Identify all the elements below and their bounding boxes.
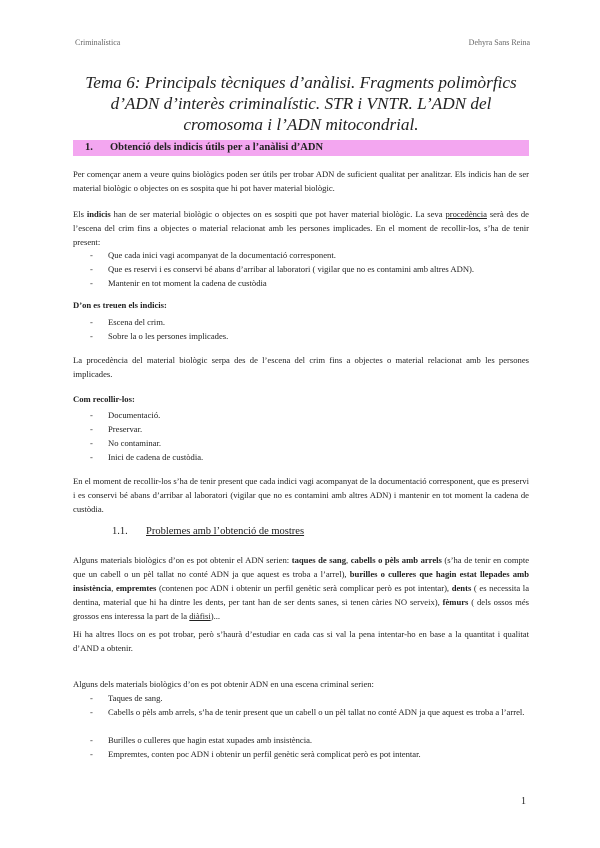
para2-prefix: Els (73, 209, 87, 219)
document-page: Criminalística Dehyra Sans Reina Tema 6: Principals tècniques d’anàlisi. Fragments polimòrfics d’ADN d’interès criminalístic. STR i VNTR. L’ADN del cromosoma i l’ADN mitocondrial. 1. Obtenció dels indicis útils per a l’anàlisi d’ADN Per començar anem a veure quins biològics poden ser útils per trobar ADN de suficient qualitat per analitzar. Els indicis han de ser material biològic o objectes on es sospita que hi pot haver material biològic. Els indicis han de ser material biològic o objectes on es sospiti que pot haver material biològic. La seva procedència serà des de l’escena del crim fins a objectes o material relacionat amb les persones implicades. En el moment de recollir-los, s’ha de tenir present: - Que cada inici vagi acompanyat de la documentació corresponent. - Que es reservi i es conservi bé abans d’arribar al laboratori ( vigilar que no es contamini amb altres ADN). - Mantenir en tot moment la cadena de custòdia D’on es treuen els indicis: - Escena del crim. - Sobre la o les persones implicades. La procedència del material biològic serpa des de l’escena del crim fins a objectes o material relacionat amb les persones implicades. Com recollir-los: - Documentació. - Preservar. - No contaminar. - Inici de cadena de custòdia. En el moment de recollir-los s’ha de tenir present que cada indici vagi acompanyat de la documentació corresponent, que es preservi i es conservi bé abans d’arribar al laboratori (vigilar que no es contamini amb altres ADN) i mantenir en tot moment la cadena de custòdia. 1.1. Problemes amb l’obtenció de mostres Alguns materials biològics d’on es pot obtenir el ADN serien: taques de sang, cabells o pèls amb arrels (s’ha de tenir en compte que un cabell o un pèl tallat no conté ADN ja que aquest es troba a l’arrel), burilles o culleres que hagin estat llepades amb insistència, empremtes (contenen poc ADN i obtenir un perfil genètic serà complicar però es pot intentar), dents ( es necessita la dentina, material que hi ha dintre les dents, per tant han de ser dents sanes, si tenen càries NO serveix), fèmurs ( dels ossos més grossos ens interessa la part de la diàfisi)... Hi ha altres llocs on es pot trobar, però s’haurà d’estudiar en cada cas si val la pena intentar-ho en base a la quantitat i qualitat d’AND a obtenir. Alguns dels materials biològics d’on es pot obtenir ADN en una escena criminal serien: - Taques de sang. - Cabells o pèls amb arrels, s’ha de tenir present que un cabell o un pèl tallat no conté ADN ja que aquest es troba a l’arrel. - Burilles o culleres que hagin estat xupades amb insistència. - Empremtes, conten poc ADN i obtenir un perfil genètic serà complicat però es pot intentar. 1 (73, 38, 530, 807)
para2-middle: han de ser material biològic o objectes on es sospiti que pot haver material biològic. La seva (110, 209, 446, 219)
paragraph-indicis (73, 207, 529, 249)
header-right: Dehyra Sans Reina (468, 38, 530, 47)
document-title: Tema 6: Principals tècniques d’anàlisi. Fragments polimòrfics d’ADN d’interès criminalístic. STR i VNTR. L’ADN del cromosoma i l’ADN mitocondrial. (85, 73, 517, 134)
section-1-1-number: 1.1. (112, 526, 128, 537)
heading-com-recollir: Com recollir-los: (73, 394, 135, 404)
paragraph-altres-llocs: Hi ha altres llocs on es pot trobar, però s’haurà d’estudiar en cada cas si val la pena intentar-ho en base a la quantitat i qualitat d’AND a obtenir. (73, 629, 529, 653)
header-left: Criminalística (75, 38, 121, 47)
paragraph-escena-criminal: Alguns dels materials biològics d’on es pot obtenir ADN en una escena criminal serien: (73, 679, 374, 689)
para2-underline: procedència (445, 209, 487, 219)
section-1-1-title: Problemes amb l’obtenció de mostres (146, 526, 305, 537)
heading-don-es-treuen: D’on es treuen els indicis: (73, 300, 167, 310)
para2-suffix: serà des de l’escena del crim fins a objectes o material relacionat amb les persones implicades. En el moment de recollir-los, s’ha de tenir present: (73, 209, 530, 247)
page-number: 1 (521, 796, 526, 807)
section-1-heading: Obtenció dels indicis útils per a l’anàlisi d’ADN (110, 142, 324, 153)
para2-bold: indicis (86, 209, 111, 219)
section-1-number: 1. (85, 142, 93, 153)
paragraph-procedencia: La procedència del material biològic serpa des de l’escena del crim fins a objectes o material relacionat amb les persones implicades. (73, 355, 529, 379)
paragraph-intro: Per començar anem a veure quins biològics poden ser útils per trobar ADN de suficient qualitat per analitzar. Els indicis han de ser material biològic o objectes on es sospita que hi pot haver material biològic. (73, 169, 529, 193)
section-1-heading-bar (73, 140, 529, 156)
paragraph-recollir-summary: En el moment de recollir-los s’ha de tenir present que cada indici vagi acompanyat de la documentació corresponent, que es preservi i es conservi bé abans d’arribar al laboratori (vigilar que no es contamini amb altres ADN) i mantenir en tot moment la cadena de custòdia. (73, 476, 529, 514)
paragraph-materials: Alguns materials biològics d’on es pot obtenir el ADN serien: taques de sang, cabells o pèls amb arrels (s’ha de tenir en compte que un cabell o un pèl tallat no conté ADN ja que aquest es troba a l’arrel), burilles o culleres que hagin estat llepades amb insistència, empremtes (contenen poc ADN i obtenir un perfil genètic serà complicar però es pot intentar), dents ( es necessita la dentina, material que hi ha dintre les dents, per tant han de ser dents sanes, si tenen càries NO serveix), fèmurs ( dels ossos més grossos ens interessa la part de la diàfisi)... (73, 555, 530, 621)
